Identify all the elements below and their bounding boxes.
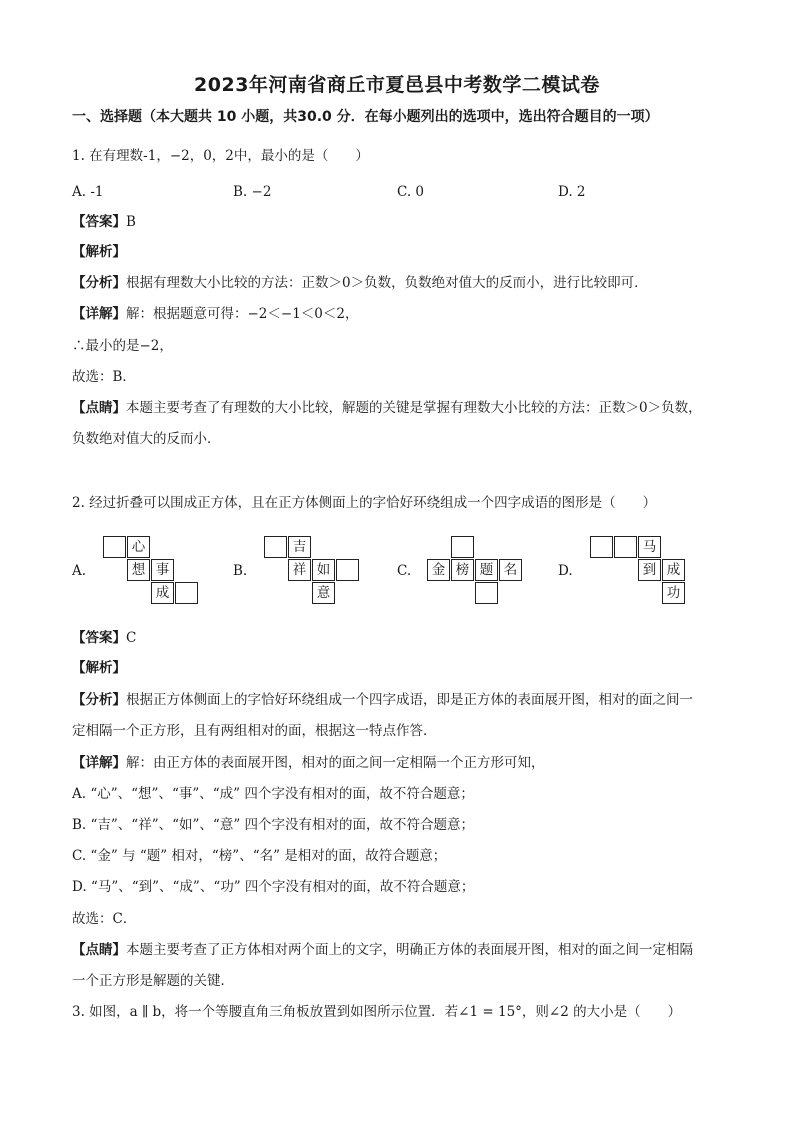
- net-cell: [451, 536, 474, 558]
- net-cell: 马: [638, 536, 661, 558]
- net-cell: [336, 559, 359, 581]
- q1-fenxi-line: [72, 273, 648, 293]
- net-cell: 意: [312, 582, 335, 604]
- net-cell: 祥: [288, 559, 311, 581]
- q3-stem: 3. 如图，a ∥ b，将一个等腰直角三角板放置到如图所示位置．若∠1 = 15°，则∠2 的大小是（ ）: [72, 1004, 682, 1020]
- q2-answer-line: [72, 628, 136, 648]
- net-cell: 心: [127, 536, 150, 558]
- q1-dianjing-text: 本题主要考查了有理数的大小比较，解题的关键是掌握有理数大小比较的方法：正数＞0＞负数，: [126, 400, 702, 416]
- q2-option-b-letter: B.: [233, 563, 248, 579]
- q2-option-c-letter: C.: [397, 563, 412, 579]
- net-cell: [475, 582, 498, 604]
- net-cell: [590, 536, 613, 558]
- dianjing-tag: 【点睛】: [72, 942, 126, 958]
- q1-choice: 故选：B．: [72, 369, 136, 385]
- net-cell: 功: [662, 582, 685, 604]
- q2-analysis-tag: 【解析】: [72, 660, 126, 676]
- net-cell: 金: [427, 559, 450, 581]
- q2-option-a-letter: A.: [72, 563, 87, 579]
- xiangjie-tag: 【详解】: [72, 755, 126, 771]
- q1-option-d: D. 2: [558, 184, 586, 200]
- q1-option-c: C. 0: [397, 184, 425, 200]
- q1-dianjing-cont: 负数绝对值大的反而小．: [72, 431, 221, 447]
- q2-option-d-letter: D.: [558, 563, 573, 579]
- q2-line-d: D. “马”、“到”、“成”、“功” 四个字没有相对的面，故不符合题意；: [72, 879, 475, 895]
- net-cell: 如: [312, 559, 335, 581]
- answer-tag: 【答案】: [72, 630, 126, 646]
- q2-line-a: A. “心”、“想”、“事”、“成” 四个字没有相对的面，故不符合题意；: [72, 786, 474, 802]
- q2-dianjing-cont: 一个正方形是解题的关键．: [72, 973, 234, 989]
- net-cell: 成: [662, 559, 685, 581]
- net-cell: [264, 536, 287, 558]
- net-cell: 榜: [451, 559, 474, 581]
- answer-tag: 【答案】: [72, 214, 126, 230]
- q1-fenxi-text: 根据有理数大小比较的方法：正数＞0＞负数，负数绝对值大的反而小，进行比较即可．: [126, 275, 648, 291]
- q1-analysis-tag: 【解析】: [72, 244, 126, 260]
- net-cell: 成: [151, 582, 174, 604]
- q2-line-b: B. “吉”、“祥”、“如”、“意” 四个字没有相对的面，故不符合题意；: [72, 817, 475, 833]
- page-title: 2023年河南省商丘市夏邑县中考数学二模试卷: [194, 74, 600, 96]
- net-cell: [614, 536, 637, 558]
- q2-fenxi-line: [72, 690, 693, 710]
- q1-conclusion: ∴最小的是−2，: [72, 338, 173, 354]
- net-cell: 题: [475, 559, 498, 581]
- q2-answer: C: [126, 630, 137, 646]
- section-heading: 一、选择题（本大题共 10 小题，共30.0 分．在每小题列出的选项中，选出符合题目的一项）: [72, 109, 659, 125]
- q1-stem: 1. 在有理数-1，−2，0，2中，最小的是（ ）: [72, 148, 369, 164]
- q1-answer: B: [126, 214, 136, 230]
- q2-fenxi-text: 根据正方体侧面上的字恰好环绕组成一个四字成语，即是正方体的表面展开图，相对的面之间一: [126, 692, 693, 708]
- fenxi-tag: 【分析】: [72, 275, 126, 291]
- q2-xiangjie-text: 解：由正方体的表面展开图，相对的面之间一定相隔一个正方形可知，: [126, 755, 545, 771]
- net-cell: [103, 536, 126, 558]
- q2-choice: 故选：C．: [72, 911, 137, 927]
- net-cell: [175, 582, 198, 604]
- q1-option-b: B. −2: [233, 184, 272, 200]
- net-cell: 事: [151, 559, 174, 581]
- net-cell: 想: [127, 559, 150, 581]
- q1-answer-line: [72, 212, 136, 232]
- q1-xiangjie-line: [72, 304, 358, 324]
- q2-stem: 2. 经过折叠可以围成正方体，且在正方体侧面上的字恰好环绕组成一个四字成语的图形是（ ）: [72, 495, 657, 511]
- q1-option-a: A. -1: [72, 184, 104, 200]
- q1-dianjing-line: [72, 398, 702, 418]
- q2-xiangjie-line: [72, 753, 545, 773]
- q2-line-c: C. “金” 与 “题” 相对，“榜”、“名” 是相对的面，故符合题意；: [72, 848, 447, 864]
- net-cell: 到: [638, 559, 661, 581]
- q2-fenxi-cont: 定相隔一个正方形，且有两组相对的面，根据这一特点作答．: [72, 723, 437, 739]
- net-cell: 吉: [288, 536, 311, 558]
- net-cell: 名: [499, 559, 522, 581]
- dianjing-tag: 【点睛】: [72, 400, 126, 416]
- q1-xiangjie-text: 解：根据题意可得：−2＜−1＜0＜2，: [126, 306, 359, 322]
- fenxi-tag: 【分析】: [72, 692, 126, 708]
- q2-dianjing-text: 本题主要考查了正方体相对两个面上的文字，明确正方体的表面展开图，相对的面之间一定相隔: [126, 942, 693, 958]
- q2-dianjing-line: [72, 940, 693, 960]
- xiangjie-tag: 【详解】: [72, 306, 126, 322]
